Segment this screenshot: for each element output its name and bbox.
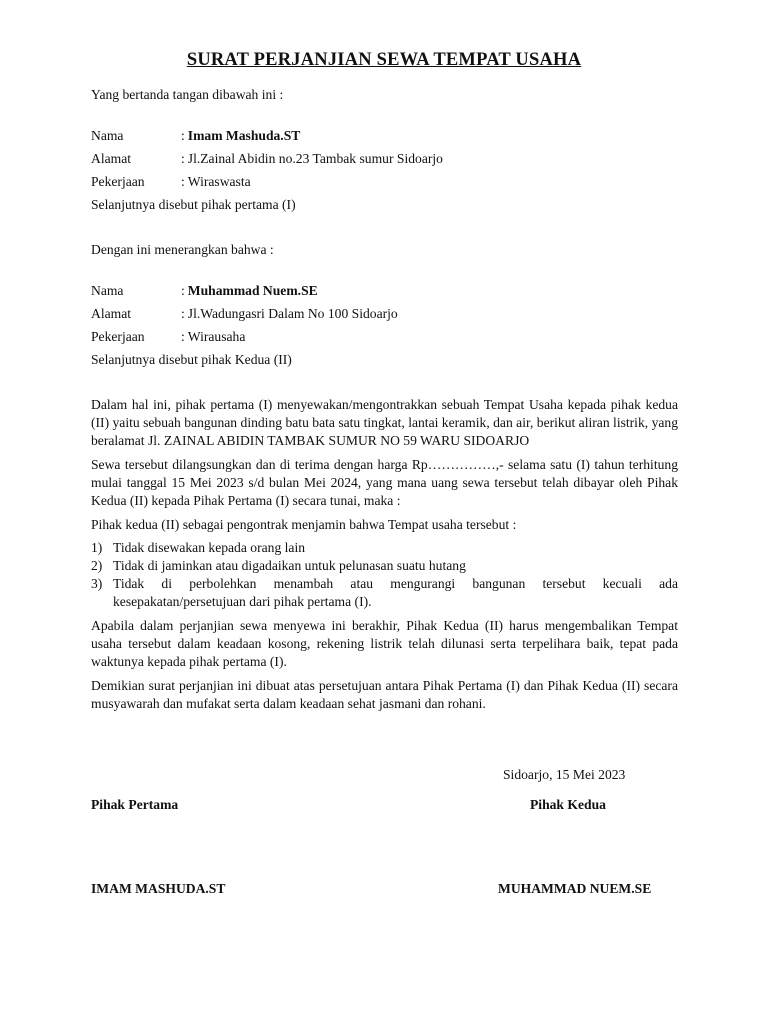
party2-name-row: Nama : Muhammad Nuem.SE — [91, 283, 318, 298]
party2-address-row: Alamat : Jl.Wadungasri Dalam No 100 Sidoarjo — [91, 306, 398, 321]
field-label: Alamat — [91, 151, 132, 166]
party1-occupation: Wiraswasta — [187, 174, 251, 189]
paragraph-termination: Apabila dalam perjanjian sewa menyewa ini berakhir, Pihak Kedua (II) harus mengembalikan Tempat usaha tersebut dalam keadaan kosong, rekening listrik telah dilunasi serta terpelihara baik, tepat pada waktunya kepada pihak pertama (I). — [91, 618, 678, 669]
party2-occupation: Wirausaha — [187, 329, 246, 344]
party2-name: Muhammad Nuem.SE — [187, 283, 318, 298]
party2-occupation-row: Pekerjaan : Wirausaha — [91, 329, 246, 344]
party1-address-row: Alamat : Jl.Zainal Abidin no.23 Tambak sumur Sidoarjo — [91, 151, 443, 166]
list-item — [91, 539, 678, 557]
obligations-list — [91, 539, 678, 611]
list-item — [91, 575, 678, 611]
first-party-signatory: IMAM MASHUDA.ST — [91, 881, 226, 896]
list-number: 1) — [91, 540, 103, 555]
second-party-signatory: MUHAMMAD NUEM.SE — [498, 881, 652, 896]
field-label: Pekerjaan — [91, 329, 145, 344]
list-number: 2) — [91, 558, 103, 573]
second-party-label: Pihak Kedua — [530, 797, 606, 812]
paragraph-rental-object: Dalam hal ini, pihak pertama (I) menyewakan/mengontrakkan sebuah Tempat Usaha kepada pihak kedua (II) yaitu sebuah bangunan dinding batu bata satu tingkat, lantai keramik, dan air, berikut aliran listrik, yang beralamat Jl. ZAINAL ABIDIN TAMBAK SUMUR NO 59 WARU SIDOARJO — [91, 397, 678, 448]
list-text: Tidak di jaminkan atau digadaikan untuk pelunasan suatu hutang — [113, 558, 466, 573]
field-label: Alamat — [91, 306, 132, 321]
party1-name-row: Nama : Imam Mashuda.ST — [91, 128, 301, 143]
field-label: Nama — [91, 283, 124, 298]
party2-details — [91, 282, 678, 369]
field-label: Pekerjaan — [91, 174, 145, 189]
list-number: 3) — [91, 576, 103, 591]
party1-name: Imam Mashuda.ST — [187, 128, 301, 143]
document-title: SURAT PERJANJIAN SEWA TEMPAT USAHA — [186, 50, 582, 70]
intro-text: Yang bertanda tangan dibawah ini : — [91, 87, 284, 102]
party1-address: Jl.Zainal Abidin no.23 Tambak sumur Sidoarjo — [187, 151, 443, 166]
list-text: Tidak disewakan kepada orang lain — [113, 540, 306, 555]
party2-address: Jl.Wadungasri Dalam No 100 Sidoarjo — [187, 306, 398, 321]
party1-footer: Selanjutnya disebut pihak pertama (I) — [91, 197, 296, 212]
party1-details — [91, 127, 678, 214]
list-text: Tidak di perbolehkan menambah atau mengurangi bangunan tersebut kecuali ada kesepakatan/persetujuan dari pihak pertama (I). — [113, 576, 678, 609]
list-item — [91, 557, 678, 575]
party2-footer: Selanjutnya disebut pihak Kedua (II) — [91, 352, 292, 367]
place-date: Sidoarjo, 15 Mei 2023 — [503, 767, 626, 782]
statement-text: Dengan ini menerangkan bahwa : — [91, 242, 274, 257]
paragraph-rental-price: Sewa tersebut dilangsungkan dan di terima dengan harga Rp……………,- selama satu (I) tahun terhitung mulai tanggal 15 Mei 2023 s/d bulan Mei 2024, yang mana uang sewa tersebut telah dibayar oleh Pihak Kedua (II) kepada Pihak Pertama (I) secara tunai, maka : — [91, 457, 678, 508]
party1-occupation-row: Pekerjaan : Wiraswasta — [91, 174, 251, 189]
document-body — [91, 86, 678, 713]
paragraph-guarantee: Pihak kedua (II) sebagai pengontrak menjamin bahwa Tempat usaha tersebut : — [91, 517, 517, 532]
paragraph-closing: Demikian surat perjanjian ini dibuat atas persetujuan antara Pihak Pertama (I) dan Pihak Kedua (II) secara musyawarah dan mufakat serta dalam keadaan sehat jasmani dan rohani. — [91, 678, 678, 711]
field-label: Nama — [91, 128, 124, 143]
first-party-label: Pihak Pertama — [91, 797, 179, 812]
